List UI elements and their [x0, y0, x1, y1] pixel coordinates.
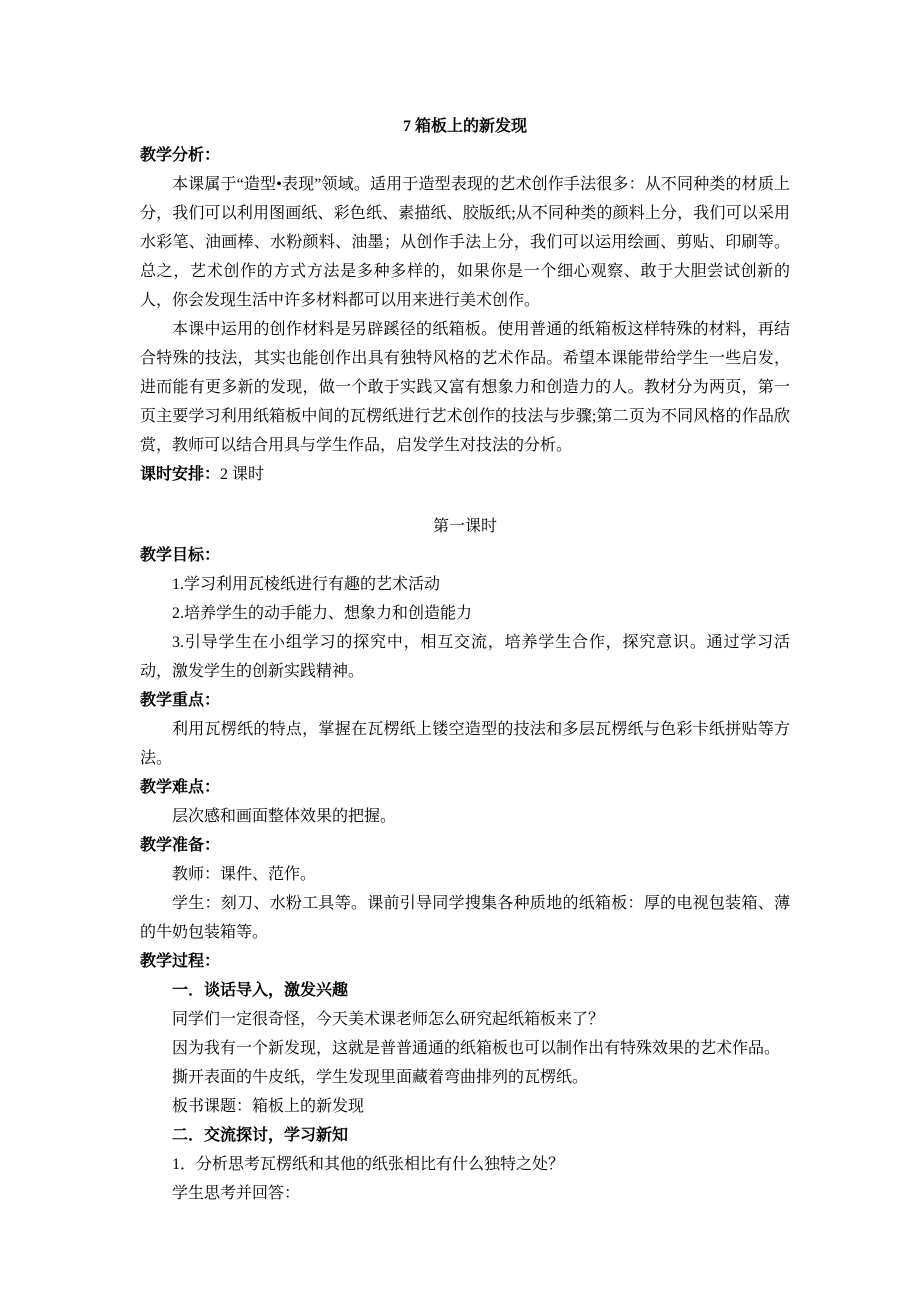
process-step1-line-2: 因为我有一个新发现，这就是普普通通的纸箱板也可以制作出有特殊效果的艺术作品。: [172, 1040, 781, 1057]
process-step1-line-1: 同学们一定很奇怪，今天美术课老师怎么研究起纸箱板来了？: [172, 1011, 605, 1028]
schedule-value: 2 课时: [220, 466, 265, 483]
analysis-paragraph-1: 本课属于“造型•表现”领域。适用于造型表现的艺术创作手法很多：从不同种类的材质上分，我们可以利用图画纸、彩色纸、素描纸、胶版纸;从不同种类的颜料上分，我们可以采用水彩笔、油画棒、水粉颜料、油墨；从创作手法上分，我们可以运用绘画、剪贴、印刷等。总之，艺术创作的方式方法是多种多样的，如果你是一个细心观察、敢于大胆尝试创新的人，你会发现生活中许多材料都可以用来进行美术创作。: [140, 176, 790, 309]
process-step2-line-2: 学生思考并回答：: [172, 1185, 301, 1202]
goal-item-3: 3.引导学生在小组学习的探究中，相互交流，培养学生合作，探究意识。通过学习活动，激发学生的创新实践精神。: [140, 634, 790, 680]
difficulties-text: 层次感和画面整体效果的把握。: [172, 808, 397, 825]
heading-process: 教学过程：: [140, 953, 221, 970]
process-step1-line-4: 板书课题：箱板上的新发现: [172, 1098, 365, 1115]
goal-item-1: 1.学习利用瓦棱纸进行有趣的艺术活动: [172, 576, 441, 593]
heading-teaching-analysis: 教学分析：: [140, 147, 221, 164]
process-step1-heading: 一．谈话导入，激发兴趣: [172, 982, 349, 999]
process-step2-line-1: 1．分析思考瓦楞纸和其他的纸张相比有什么独特之处？: [172, 1156, 565, 1173]
preparation-item-student: 学生：刻刀、水粉工具等。课前引导同学搜集各种质地的纸箱板：厚的电视包装箱、薄的牛奶包装箱等。: [140, 895, 790, 941]
process-step1-line-3: 撕开表面的牛皮纸，学生发现里面藏着弯曲排列的瓦楞纸。: [172, 1069, 589, 1086]
doc-title: 7 箱板上的新发现: [402, 118, 527, 135]
schedule-label: 课时安排：: [140, 466, 221, 483]
goal-item-2: 2.培养学生的动手能力、想象力和创造能力: [172, 605, 473, 622]
heading-key-points: 教学重点：: [140, 692, 221, 709]
process-step2-heading: 二．交流探讨，学习新知: [172, 1127, 349, 1144]
lesson1-title: 第一课时: [432, 518, 497, 535]
analysis-paragraph-2: 本课中运用的创作材料是另辟蹊径的纸箱板。使用普通的纸箱板这样特殊的材料，再结合特殊的技法，其实也能创作出具有独特风格的艺术作品。希望本课能带给学生一些启发，进而能有更多新的发现，做一个敢于实践又富有想象力和创造力的人。教材分为两页，第一页主要学习利用纸箱板中间的瓦楞纸进行艺术创作的技法与步骤;第二页为不同风格的作品欣赏，教师可以结合用具与学生作品，启发学生对技法的分析。: [140, 321, 790, 454]
heading-teaching-goals: 教学目标：: [140, 547, 221, 564]
heading-difficulties: 教学难点：: [140, 779, 221, 796]
preparation-item-teacher: 教师：课件、范作。: [172, 866, 317, 883]
heading-preparation: 教学准备：: [140, 837, 221, 854]
key-points-text: 利用瓦楞纸的特点，掌握在瓦楞纸上镂空造型的技法和多层瓦楞纸与色彩卡纸拼贴等方法。: [140, 721, 790, 767]
schedule-line: [140, 460, 790, 489]
